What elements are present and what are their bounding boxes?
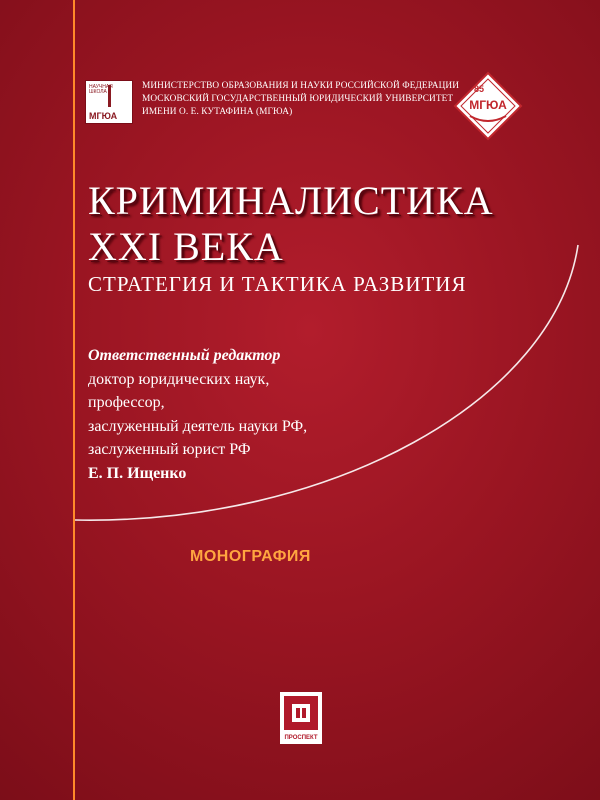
anniversary-seal-icon bbox=[452, 70, 524, 142]
university-name-line: ИМЕНИ О. Е. КУТАФИНА (МГЮА) bbox=[142, 107, 293, 117]
editor-credential-4: заслуженный юрист РФ bbox=[88, 441, 251, 458]
editor-block bbox=[88, 344, 307, 485]
genre-label: МОНОГРАФИЯ bbox=[190, 548, 311, 565]
logo-caption: НАУЧНАЯ ШКОЛА bbox=[89, 84, 113, 95]
book-title bbox=[88, 178, 494, 270]
editor-name: Е. П. Ищенко bbox=[88, 464, 187, 482]
seal-abbrev: МГЮА bbox=[469, 98, 507, 112]
title-line-1: КРИМИНАЛИСТИКА bbox=[88, 178, 494, 223]
ministry-line: МИНИСТЕРСТВО ОБРАЗОВАНИЯ И НАУКИ РОССИЙСКОЙ ФЕДЕРАЦИИ bbox=[142, 81, 460, 91]
editor-role: Ответственный редактор bbox=[88, 347, 281, 364]
book-subtitle: СТРАТЕГИЯ И ТАКТИКА РАЗВИТИЯ bbox=[88, 272, 467, 296]
university-line: МОСКОВСКИЙ ГОСУДАРСТВЕННЫЙ ЮРИДИЧЕСКИЙ УНИВЕРСИТЕТ bbox=[142, 94, 454, 104]
editor-credential-2: профессор, bbox=[88, 394, 165, 411]
editor-credential-3: заслуженный деятель науки РФ, bbox=[88, 417, 308, 435]
editor-credential-1: доктор юридических наук, bbox=[88, 370, 270, 388]
scientific-school-logo bbox=[85, 80, 133, 124]
ministry-header bbox=[142, 80, 460, 119]
publisher-logo-icon bbox=[280, 692, 322, 744]
logo-abbrev: МГЮА bbox=[89, 111, 118, 121]
publisher-name: ПРОСПЕКТ bbox=[284, 735, 318, 741]
seal-year: 85 bbox=[474, 84, 485, 94]
title-line-2: XXI ВЕКА bbox=[88, 224, 284, 269]
